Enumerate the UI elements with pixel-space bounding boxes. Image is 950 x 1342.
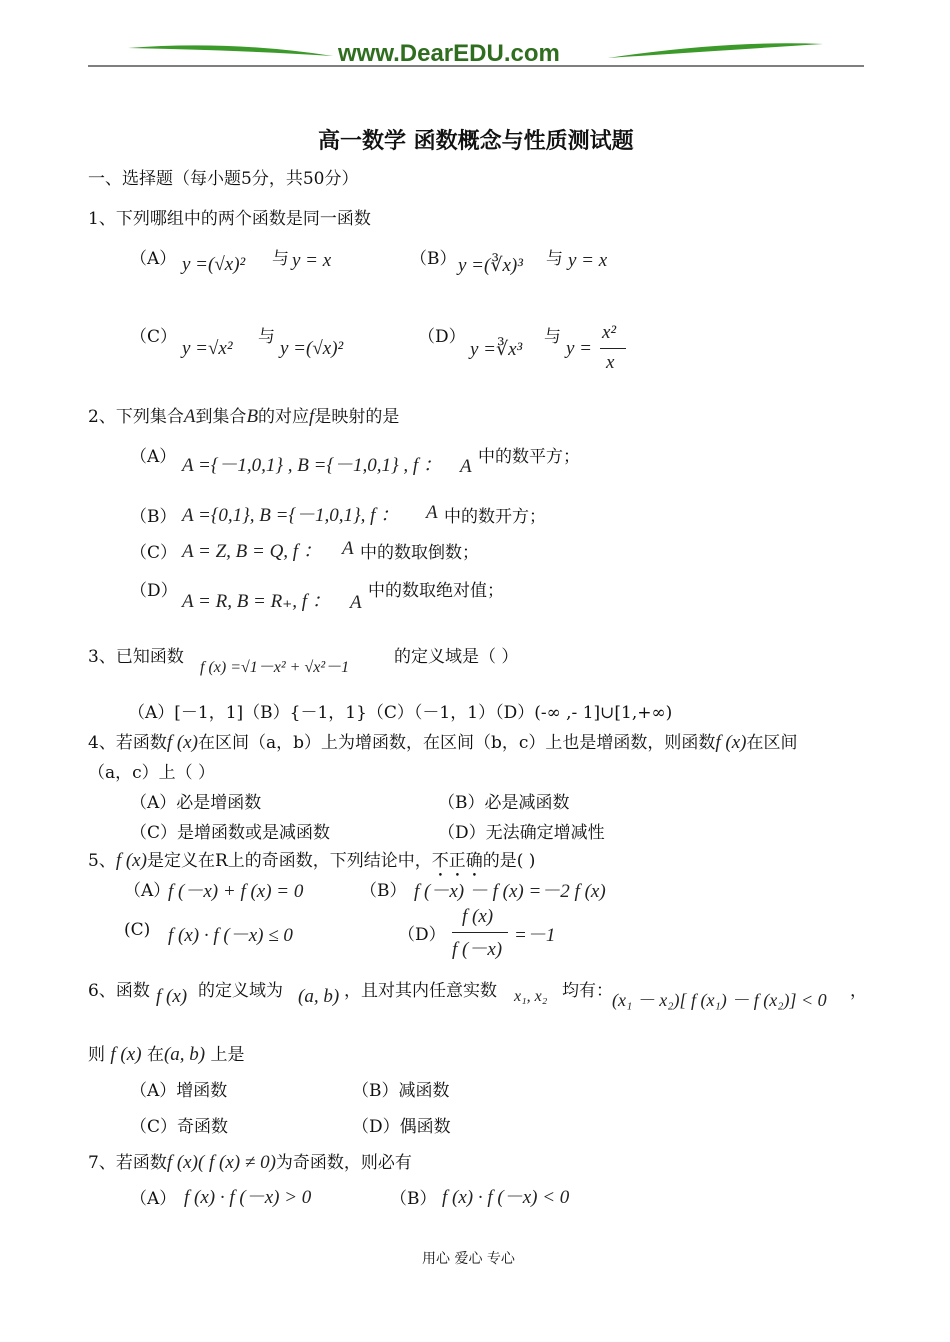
q2-option-d-set: A xyxy=(350,592,362,613)
q3-options: （A）[－1，1]（B）{－1，1}（C）（－1，1）（D）(-∞ ,- 1]∪[1,+∞) xyxy=(128,703,673,723)
q5-option-c-label: (C) xyxy=(124,920,151,940)
q2-stem xyxy=(88,402,399,428)
q2-option-a-set: A xyxy=(460,456,472,477)
q1-option-d-g-den: x xyxy=(606,352,615,373)
q6-interval: (a, b) xyxy=(298,986,340,1007)
q1-option-d-label: （D） xyxy=(418,327,466,347)
q1-option-b-label: （B） xyxy=(410,249,457,269)
q5-option-d-den: f (－x) xyxy=(452,939,503,960)
q1-option-d-g-lhs: y = xyxy=(566,338,593,359)
q4-line2: （a，c）上（ ） xyxy=(88,763,216,783)
q6-option-d: （D）偶函数 xyxy=(352,1117,451,1137)
q2-option-b-label: （B） xyxy=(130,507,177,527)
q3-function: f (x) =√1－x² + √x²－1 xyxy=(200,659,350,676)
q1-option-a-label: （A） xyxy=(130,249,177,269)
q1-option-d-f: y =∛x³ xyxy=(470,339,523,360)
q6-option-c: （C）奇函数 xyxy=(130,1117,229,1137)
q2-option-c-set: A xyxy=(342,538,354,559)
q2-option-a-math: A ={－1,0,1} , B ={－1,0,1} , f ： xyxy=(182,455,442,476)
q7-option-b-math: f (x) · f (－x) < 0 xyxy=(442,1187,570,1208)
fraction-bar xyxy=(600,348,626,349)
q4-line1-a: 4、若函数 xyxy=(88,733,167,753)
q4-line1-c: 在区间 xyxy=(746,733,798,753)
q4-line1-b: 在区间（a，b）上为增函数，在区间（b，c）上也是增函数，则函数 xyxy=(197,733,716,753)
q5-option-c-math: f (x) · f (－x) ≤ 0 xyxy=(168,925,293,946)
q2-option-d-label: （D） xyxy=(130,581,178,601)
q4-option-d: （D）无法确定增减性 xyxy=(438,823,605,843)
q6-line2-interval: (a, b) xyxy=(163,1044,206,1065)
q6-stem-c: ，且对其内任意实数 xyxy=(344,981,497,1001)
q6-stem-a: 6、函数 xyxy=(88,981,150,1001)
right-leaf-swoosh xyxy=(608,43,823,58)
q6-stem-d: 均有： xyxy=(562,981,613,1001)
q6-option-b: （B）减函数 xyxy=(352,1081,450,1101)
q1-option-c-and: 与 xyxy=(258,327,275,347)
q6-option-a: （A）增函数 xyxy=(130,1081,228,1101)
q2-option-a-text: 中的数平方； xyxy=(478,447,580,467)
q1-option-b-g: y = x xyxy=(568,250,608,271)
q2-stem-b: 到集合 xyxy=(195,407,247,427)
q5-option-d-rhs: =－1 xyxy=(514,925,556,946)
q6-line2-a: 则 xyxy=(88,1045,105,1065)
q7-option-a-math: f (x) · f (－x) > 0 xyxy=(184,1187,312,1208)
q2-option-b-set: A xyxy=(426,502,438,523)
left-leaf-swoosh xyxy=(128,45,333,56)
q5-stem-b: 是定义在R上的奇函数，下列结论中， xyxy=(146,851,432,871)
q6-stem-b: 的定义域为 xyxy=(198,981,283,1001)
q6-line2-fx: f (x) xyxy=(110,1044,142,1065)
page-title: 高一数学 函数概念与性质测试题 xyxy=(318,128,634,154)
q7-option-a-label: （A） xyxy=(130,1189,177,1209)
fraction-bar xyxy=(452,932,508,933)
q2-set-b: B xyxy=(246,406,259,427)
q2-option-d-math: A = R, B = R₊, f ： xyxy=(182,591,331,612)
site-brand[interactable]: www.DearEDU.com xyxy=(338,40,560,67)
q4-option-a: （A）必是增函数 xyxy=(130,793,262,813)
q5-stem-c: 的是( ) xyxy=(482,851,536,871)
q5-option-d-label: （D） xyxy=(398,925,446,945)
q1-option-d-g-num: x² xyxy=(602,322,617,343)
q1-option-a-and: 与 xyxy=(272,249,289,269)
q7-stem-b: 为奇函数，则必有 xyxy=(275,1153,412,1173)
q7-stem xyxy=(88,1148,412,1174)
q7-option-b-label: （B） xyxy=(390,1189,437,1209)
q2-stem-d: 是映射的是 xyxy=(314,407,400,427)
q2-stem-c: 的对应 xyxy=(258,407,310,427)
q1-option-a-g: y = x xyxy=(292,250,332,271)
q5-option-a-math: f (－x) + f (x) = 0 xyxy=(168,881,304,902)
q5-stem-a: 5、 xyxy=(88,851,116,871)
q1-option-c-f: y =√x² xyxy=(182,338,233,359)
q2-option-c-label: （C） xyxy=(130,543,178,563)
q3-stem-a: 3、已知函数 xyxy=(88,647,184,667)
q5-option-b-math: f (－x) － f (x) =－2 f (x) xyxy=(414,881,606,902)
q6-comma: ， xyxy=(850,981,867,1001)
q4-fx-2: f (x) xyxy=(715,732,747,753)
q4-option-b: （B）必是减函数 xyxy=(438,793,570,813)
q5-emphasis: 不正确 xyxy=(431,851,483,871)
q2-option-a-label: （A） xyxy=(130,447,177,467)
q1-option-a-f: y =(√x)² xyxy=(182,254,246,275)
q6-line2-c: 上是 xyxy=(210,1045,245,1065)
q2-option-c-text: 中的数取倒数； xyxy=(360,543,479,563)
q2-set-a: A xyxy=(183,406,196,427)
q2-option-c-math: A = Z, B = Q, f ： xyxy=(182,541,322,562)
q5-option-d-num: f (x) xyxy=(462,906,494,927)
q1-option-c-g: y =(√x)² xyxy=(280,338,344,359)
q1-option-b-f: y =(∛x)³ xyxy=(458,255,523,276)
q4-fx-1: f (x) xyxy=(166,732,198,753)
q6-inequality: (x₁ － x₂)[ f (x₁) － f (x₂)] < 0 xyxy=(612,990,827,1010)
q1-option-c-label: （C） xyxy=(130,327,178,347)
q4-line1 xyxy=(88,728,798,754)
q5-option-a-label: （A） xyxy=(124,881,171,901)
section-heading: 一、选择题（每小题5分，共50分） xyxy=(88,169,359,189)
q2-map-f: f xyxy=(309,406,315,427)
q1-option-b-and: 与 xyxy=(546,249,563,269)
q5-fx: f (x) xyxy=(115,850,147,871)
q2-option-d-text: 中的数取绝对值； xyxy=(368,581,504,601)
q7-stem-a: 7、若函数 xyxy=(88,1153,167,1173)
q2-stem-a: 2、下列集合 xyxy=(88,407,184,427)
q7-math: f (x)( f (x) ≠ 0) xyxy=(166,1152,276,1173)
q3-stem-b: 的定义域是（ ） xyxy=(394,647,519,667)
q6-line2-b: 在 xyxy=(146,1045,164,1065)
q4-option-c: （C）是增函数或是减函数 xyxy=(130,823,331,843)
q5-option-b-label: （B） xyxy=(360,881,407,901)
q2-option-b-math: A ={0,1}, B ={－1,0,1}, f ： xyxy=(182,505,400,526)
q1-option-d-and: 与 xyxy=(544,327,561,347)
q2-option-b-text: 中的数开方； xyxy=(444,507,546,527)
q6-vars: x₁, x₂ xyxy=(514,988,548,1005)
q6-line2 xyxy=(88,1040,245,1066)
page-footer: 用心 爱心 专心 xyxy=(422,1251,515,1267)
q1-stem: 1、下列哪组中的两个函数是同一函数 xyxy=(88,209,371,229)
q6-fx: f (x) xyxy=(156,986,188,1007)
